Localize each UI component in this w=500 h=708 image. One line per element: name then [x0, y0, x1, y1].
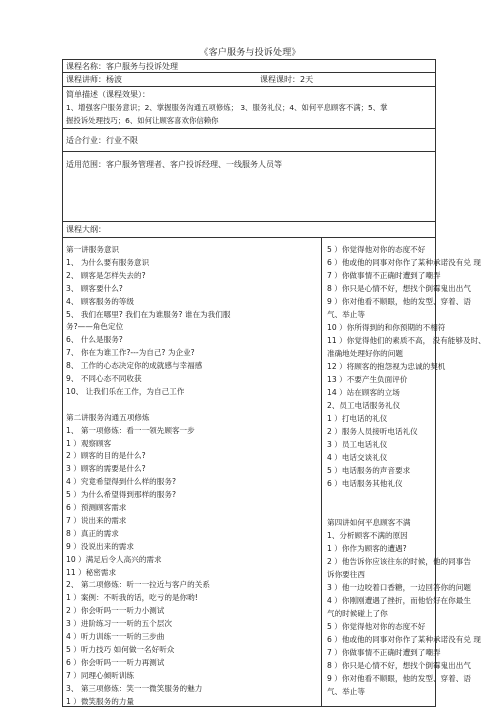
outline-line: 10、 让我们乐在工作，为自己工作	[66, 386, 185, 396]
outline-line: 1、分析顾客不满的原因	[327, 531, 408, 540]
outline-line: 6 ）预测顾客需求	[66, 503, 127, 512]
outline-line: 1 ）案例：不听我的话，吃亏的是你哟!	[66, 593, 198, 603]
outline-line: 第一讲服务意识	[66, 245, 120, 254]
overview-row	[63, 87, 435, 129]
document-title: 《客户服务与投诉处理》	[199, 48, 301, 58]
outline-line: 2 ）你会听吗一一听力小测试	[66, 606, 165, 616]
outline-line: 12 ）将顾客的抱怨视为忠诚的契机	[327, 362, 446, 371]
outline-line: 1 ）你作为顾客的遭遇?	[327, 544, 407, 553]
overview-heading: 简单描述（课程效果）：	[66, 90, 150, 99]
course-table	[62, 59, 486, 707]
outline-line: 5 ）听力技巧 如何做一名好听众	[66, 644, 175, 654]
outline-line: 5 ）你觉得他对你的态度不好	[327, 245, 426, 254]
outline-line: 4 ）听力训练一一听的三步曲	[66, 632, 165, 641]
outline-line: 第四讲如何平息顾客不满	[327, 518, 411, 527]
outline-line: 6 ）他或他的同事对你作了某种承诺没有兑 现	[327, 635, 481, 644]
outline-line: 9 ）你对他看不顺眼，他的发型、穿着、语	[327, 674, 471, 683]
outline-line: 7 ）你做事情不正确时遭到了嘲弄	[327, 271, 441, 280]
outline-line: 6 ）你会听吗一一听力再测试	[66, 657, 165, 667]
outline-line: 7 ）说出来的需求	[66, 515, 127, 525]
outline-line: 2 ）他告诉你应该往东的时候，他的同事告	[327, 557, 471, 566]
outline-heading: 课程大纲：	[66, 225, 106, 234]
outline-line: 5 ）你觉得他对你的态度不好	[327, 622, 426, 631]
outline-line: 4、 顾客服务的等级	[66, 296, 134, 306]
outline-line: 2、员工电话服务礼仪	[327, 401, 401, 410]
outline-line: 1 ）打电话的礼仪	[327, 414, 388, 423]
industry: 适合行业：行业不限	[66, 136, 138, 145]
outline-line: 4 ）你刚刚遭遇了挫折，而他恰好在你最生	[327, 596, 471, 605]
outline-line: 9 ）你对他看不顺眼，他的发型、穿着、语	[327, 297, 471, 306]
outline-line: 诉你要往西	[327, 570, 365, 579]
outline-line: 2、 顾客是怎样失去的?	[66, 270, 146, 280]
scope: 适用范围：客户服务管理者、客户投诉经理、一线服务人员等	[66, 160, 282, 169]
outline-line: 3 ）进阶练习一一听的五个层次	[66, 619, 172, 629]
course-name: 课程名称：客户服务与投诉处理	[66, 62, 178, 71]
outline-line: 6、 什么是服务?	[66, 335, 123, 345]
outline-right-column	[327, 238, 486, 706]
scope-row	[63, 152, 435, 222]
outline-line: 11 ）秘密需求	[66, 567, 117, 577]
outline-line: 气、举止等	[327, 687, 365, 696]
overview-line-2: 握投诉处理技巧；6、如何让顾客喜欢你信赖你	[66, 116, 219, 125]
lecturer-row	[63, 73, 435, 87]
outline-line: 2、 第二项修炼：听一一拉近与客户的关系	[66, 580, 210, 590]
industry-row	[63, 129, 435, 152]
course-name-row	[63, 60, 435, 73]
outline-line: 10 ）满足后令人高兴的需求	[66, 554, 162, 564]
column-divider	[321, 238, 322, 706]
outline-line: 9、 不同心态不同收获	[66, 374, 142, 383]
outline-line: 5、 我们在哪里? 我们在为谁服务? 谁在为我们服	[66, 309, 231, 319]
outline-line: 6 ）他或他的同事对你作了某种承诺没有兑 现	[327, 258, 481, 267]
outline-line: 13 ）不要产生负面评价	[327, 375, 408, 384]
outline-line: 7、 你在为谁工作?---为自己? 为企业?	[66, 348, 195, 358]
outline-row	[63, 222, 435, 238]
outline-line: 4 ）究竟希望得到什么样的服务?	[66, 477, 176, 487]
outline-line: 气、举止等	[327, 310, 365, 319]
outline-line: 2 ）服务人员接听电话礼仪	[327, 427, 418, 436]
overview-line-1: 1、增强客户服务意识；2、掌握服务沟通五项修炼； 3、服务礼仪；4、如何平息顾客不满；5、掌	[66, 103, 388, 112]
outline-line: 8 ）你只是心情不好，想找个倒霉鬼出出气	[327, 284, 471, 293]
outline-line: 3、 顾客要什么?	[66, 283, 123, 293]
outline-line: 2 ）顾客的目的是什么?	[66, 451, 146, 461]
outline-line: 1、 为什么要有服务意识	[66, 257, 150, 267]
outline-line: 5 ）电话服务的声音要求	[327, 466, 411, 475]
outline-line: 7 ）同理心倾听训练	[66, 670, 134, 680]
outline-line: 8 ）你只是心情不好，想找个倒霉鬼出出气	[327, 661, 471, 670]
outline-line: 3 ）顾客的需要是什么?	[66, 464, 146, 474]
outline-line: 第二讲服务沟通五项修炼	[66, 412, 150, 422]
outline-line: 11 ）你觉得他们的素质不高， 没有能够及时、	[327, 336, 486, 345]
outline-line: 4 ）电话交谈礼仪	[327, 453, 388, 462]
outline-left-column	[66, 238, 318, 706]
course-hours: 课程课时：2天	[260, 75, 314, 84]
outline-line: 8、 工作的心态决定你的成就感与幸福感	[66, 361, 203, 371]
outline-line: 5 ）为什么希望得到那样的服务?	[66, 490, 176, 500]
outline-line: 气的时候碰上了你	[327, 609, 388, 618]
outline-line: 9 ）没说出来的需求	[66, 541, 134, 551]
outline-line: 6 ）电话服务其他礼仪	[327, 479, 403, 488]
outline-line: 7 ）你做事情不正确时遭到了嘲弄	[327, 648, 441, 657]
outline-line: 1、 第一项修炼：看一一领先顾客一步	[66, 425, 195, 435]
outline-line: 准确地处理好你的问题	[327, 349, 403, 358]
lecturer: 课程讲师：杨波	[66, 75, 122, 84]
outline-line: 14 ）站在顾客的立场	[327, 388, 400, 397]
outline-line: 10 ）你所得到的和你预期的不相符	[327, 323, 446, 332]
outline-line: 1 ）微笑服务的力量	[66, 696, 134, 706]
outline-line: 1 ）观察顾客	[66, 438, 112, 448]
outline-line: 3、 第三项修炼：笑一一微笑服务的魅力	[66, 683, 203, 693]
outline-line: 务?——角色定位	[66, 322, 124, 332]
outline-line: 3 ）他一边咬着口香糖，一边回答你的问题	[327, 583, 471, 592]
outline-line: 3 ）员工电话礼仪	[327, 440, 388, 449]
outline-line: 8 ）真正的需求	[66, 528, 119, 538]
